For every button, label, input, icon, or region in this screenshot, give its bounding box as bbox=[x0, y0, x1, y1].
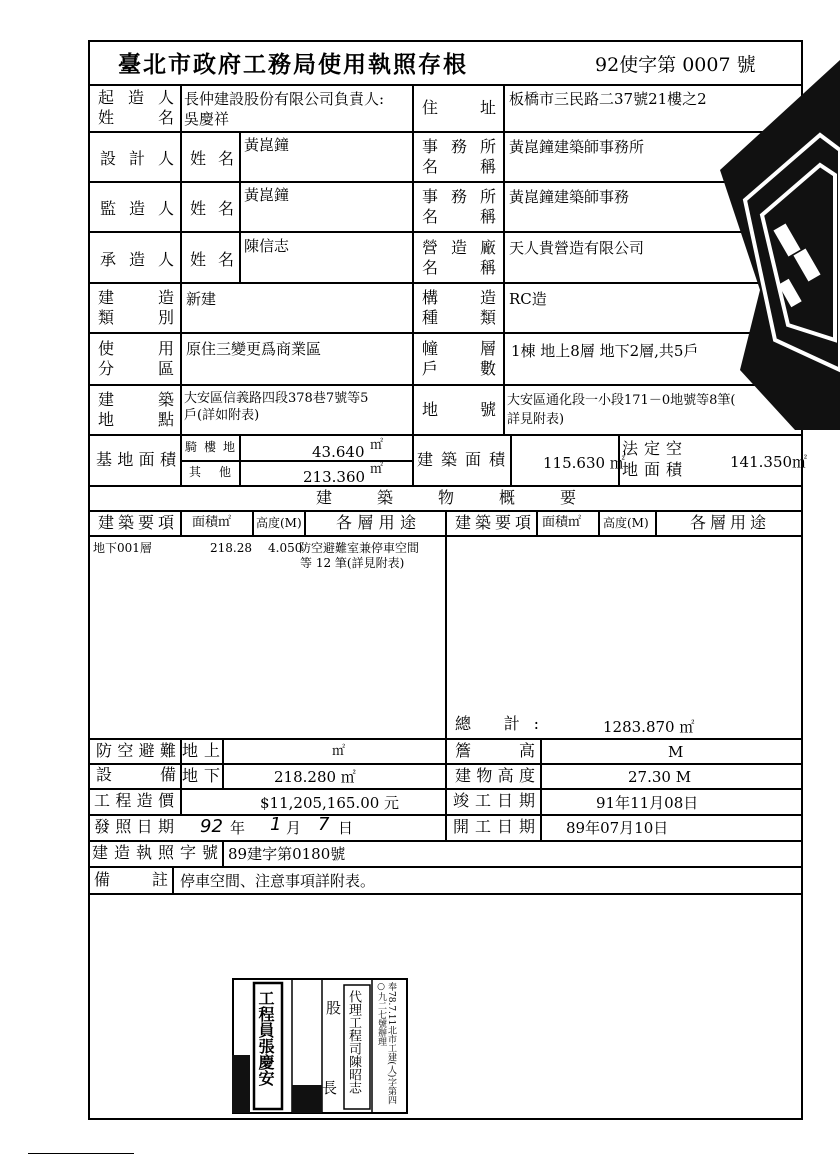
above-ground-area: ㎡ bbox=[332, 744, 346, 759]
build-type-label-2: 類 別 bbox=[98, 308, 174, 327]
builder-label: 起 造 人 bbox=[98, 88, 174, 107]
builder-address: 板橋市三民路二37號21樓之2 bbox=[509, 90, 707, 108]
lot-label: 地 號 bbox=[422, 400, 496, 419]
total-area: 1283.870 ㎡ bbox=[603, 718, 695, 736]
supervisor-office-label-2: 名 稱 bbox=[422, 207, 496, 226]
total-label: 總 計: bbox=[455, 714, 539, 733]
contractor-name-label: 姓 名 bbox=[190, 250, 234, 269]
site-area-label: 基地面積 bbox=[96, 450, 176, 469]
issue-year-unit: 年 bbox=[230, 819, 246, 837]
header-height-2: 高度(M) bbox=[603, 516, 649, 530]
structure-label-2: 種 類 bbox=[422, 308, 496, 327]
start-date: 89年07月10日 bbox=[566, 819, 669, 837]
cost-value: $11,205,165.00 元 bbox=[260, 794, 400, 812]
header-item-2: 建築要項 bbox=[455, 513, 531, 532]
floor-entry-height: 4.050 bbox=[268, 541, 303, 555]
director-stamp: 代理工程司陳昭志 bbox=[346, 990, 361, 1094]
footer-rule bbox=[28, 1153, 134, 1154]
authorization-stamp: 奉78.7.11北市工建(人)字第四○九二七號辦理 bbox=[376, 982, 396, 1105]
contractor-firm: 天人貴營造有限公司 bbox=[509, 239, 645, 257]
building-permit-number: 89建字第0180號 bbox=[228, 845, 346, 863]
legal-open-area-label-2: 地面積 bbox=[622, 460, 682, 479]
location-label-2: 地 點 bbox=[98, 410, 174, 429]
building-permit-label: 建造執照字號 bbox=[92, 843, 218, 862]
above-ground-label: 地上 bbox=[182, 741, 220, 760]
form-title: 臺北市政府工務局使用執照存根 bbox=[118, 51, 468, 78]
issue-month-handwritten: 1 bbox=[270, 814, 282, 835]
official-seal-stamp bbox=[700, 40, 840, 430]
location-label: 建 築 bbox=[98, 390, 174, 409]
supervisor-office-label: 事 務 所 bbox=[422, 187, 496, 206]
header-area-2: 面積㎡ bbox=[542, 515, 582, 530]
completion-date-label: 竣工日期 bbox=[453, 791, 535, 810]
lot-number-2: 詳見附表) bbox=[507, 412, 565, 427]
remarks-label: 備 註 bbox=[94, 870, 168, 889]
floor-entry-use: 防空避難室兼停車空間 bbox=[299, 541, 420, 555]
section-chief-label-2: 長 bbox=[320, 1080, 338, 1095]
legal-open-area: 141.350㎡ bbox=[730, 453, 808, 471]
completion-date: 91年11月08日 bbox=[596, 794, 699, 812]
designer-name: 黃崑鐘 bbox=[244, 136, 290, 154]
shelter-label-2: 設 備 bbox=[96, 765, 176, 784]
floor-entry-more: 等 12 筆(詳見附表) bbox=[300, 556, 405, 570]
location-value: 大安區信義路四段378巷7號等5 bbox=[184, 391, 369, 406]
build-type: 新建 bbox=[186, 290, 217, 308]
permit-number: 92使字第 0007 號 bbox=[595, 54, 756, 76]
supervisor-name-label: 姓 名 bbox=[190, 199, 234, 218]
location-value-2: 戶(詳如附表) bbox=[184, 408, 260, 423]
builder-representative: 吳慶祥 bbox=[184, 110, 230, 128]
issue-month-unit: 月 bbox=[286, 819, 302, 837]
overview-title: 建 築 物 概 要 bbox=[316, 488, 576, 507]
engineer-stamp: 工程員張慶安 bbox=[256, 990, 275, 1086]
floors-label: 幢 層 bbox=[422, 339, 496, 358]
zoning-label: 使 用 bbox=[98, 339, 174, 358]
header-use: 各層用途 bbox=[336, 513, 416, 532]
floors-label-2: 戶 數 bbox=[422, 359, 496, 378]
contractor-firm-label: 營 造 廠 bbox=[422, 238, 496, 257]
zoning-value: 原住三變更爲商業區 bbox=[186, 340, 322, 358]
designer-office: 黃崑鐘建築師事務所 bbox=[509, 138, 645, 156]
address-label: 住 址 bbox=[422, 98, 496, 117]
build-type-label: 建 造 bbox=[98, 288, 174, 307]
building-height-label: 建物高度 bbox=[455, 766, 535, 785]
header-area: 面積㎡ bbox=[192, 515, 232, 530]
structure-label: 構 造 bbox=[422, 288, 496, 307]
other-unit: ㎡ bbox=[370, 462, 384, 477]
floor-entry: 地下001層 bbox=[93, 541, 152, 555]
arcade-label: 騎樓地 bbox=[185, 440, 235, 454]
designer-office-label: 事 務 所 bbox=[422, 137, 496, 156]
other-label: 其 他 bbox=[189, 465, 231, 479]
legal-open-area-label: 法定空 bbox=[622, 439, 682, 458]
structure-type: RC造 bbox=[509, 290, 547, 308]
building-area-label: 建築面積 bbox=[417, 450, 505, 469]
floor-entry-area: 218.28 bbox=[210, 541, 252, 555]
cost-label: 工程造價 bbox=[94, 791, 174, 810]
issue-date-label: 發照日期 bbox=[94, 817, 174, 836]
floors-units: 1棟 地上8層 地下2層,共5戶 bbox=[511, 342, 699, 360]
issue-year-handwritten: 92 bbox=[200, 816, 223, 837]
contractor-name: 陳信志 bbox=[244, 237, 290, 255]
arcade-unit: ㎡ bbox=[370, 438, 384, 453]
below-ground-label: 地下 bbox=[182, 766, 220, 785]
issue-day-unit: 日 bbox=[338, 819, 354, 837]
supervisor-name: 黃崑鐘 bbox=[244, 186, 290, 204]
header-use-2: 各層用途 bbox=[690, 513, 766, 532]
building-area: 115.630 ㎡ bbox=[543, 454, 625, 472]
builder-name-label: 姓 名 bbox=[98, 108, 174, 127]
supervisor-label: 監 造 人 bbox=[100, 199, 174, 218]
building-height: 27.30 M bbox=[628, 768, 692, 786]
designer-name-label: 姓 名 bbox=[190, 149, 234, 168]
supervisor-office: 黃崑鐘建築師事務 bbox=[509, 188, 630, 206]
arcade-area: 43.640 bbox=[312, 443, 365, 461]
other-area: 213.360 bbox=[303, 468, 366, 486]
eave-height-label: 簷 高 bbox=[455, 741, 535, 760]
zoning-label-2: 分 區 bbox=[98, 359, 174, 378]
header-item: 建築要項 bbox=[98, 513, 174, 532]
header-height: 高度(M) bbox=[256, 516, 302, 530]
below-ground-area: 218.280 ㎡ bbox=[274, 768, 356, 786]
builder-company: 長仲建設股份有限公司負責人: bbox=[184, 90, 385, 108]
eave-height: M bbox=[668, 743, 684, 761]
contractor-firm-label-2: 名 稱 bbox=[422, 258, 496, 277]
shelter-label: 防空避難 bbox=[96, 741, 176, 760]
lot-number: 大安區通化段一小段171－0地號等8筆( bbox=[507, 393, 736, 408]
start-date-label: 開工日期 bbox=[453, 817, 535, 836]
remarks-value: 停車空間、注意事項詳附表。 bbox=[180, 872, 376, 890]
section-chief-label: 股 bbox=[324, 1000, 342, 1015]
designer-label: 設 計 人 bbox=[100, 149, 174, 168]
designer-office-label-2: 名 稱 bbox=[422, 157, 496, 176]
issue-day-handwritten: 7 bbox=[318, 814, 330, 835]
contractor-label: 承 造 人 bbox=[100, 250, 174, 269]
